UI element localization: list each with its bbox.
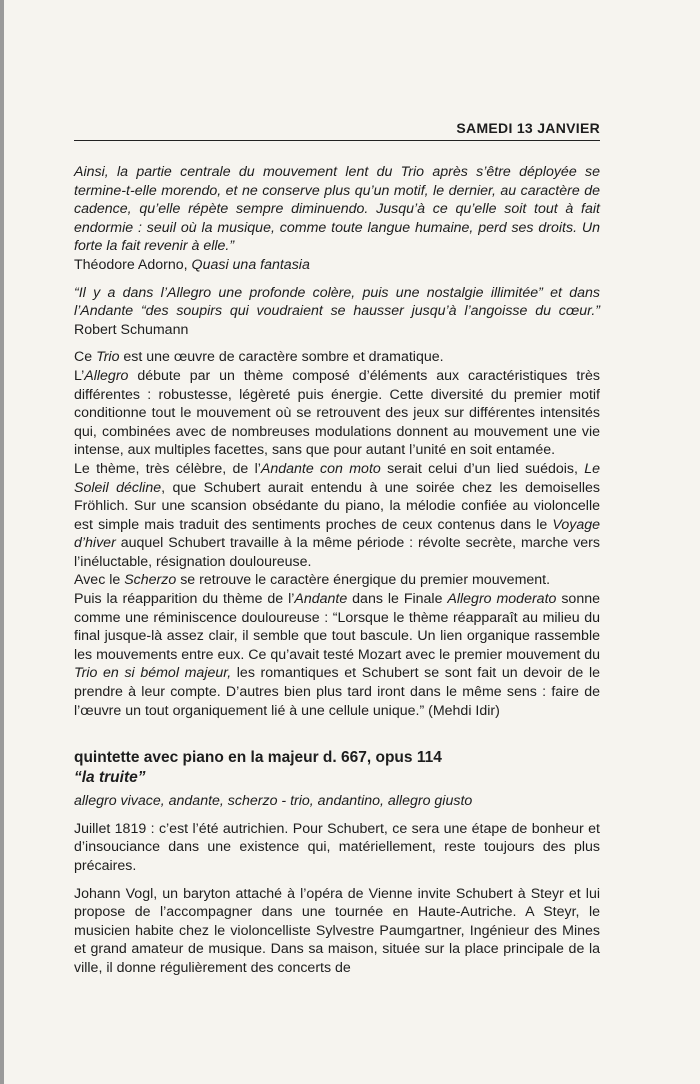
- analysis-paragraph: [74, 367, 600, 460]
- text-run: Puis la réapparition du thème de l’: [74, 591, 295, 608]
- movement-name: Allegro: [84, 367, 129, 384]
- work-title: Le Soleil décline: [74, 460, 601, 496]
- text-run: les romantiques et Schubert se sont fait un devoir de le prendre à leur compte. D’autres bien plus tard iront dans le même sens : faire de l’œuvre un tout organiquement lié à une cellule unique.” (Mehdi Idir): [74, 665, 600, 719]
- text-run: Avec le: [74, 572, 125, 589]
- text-run: Ce: [74, 349, 97, 366]
- text-run: est une œuvre de caractère sombre et dramatique.: [119, 349, 444, 366]
- page-binding-edge: [0, 0, 4, 1084]
- page-content: [74, 163, 600, 978]
- analysis-paragraph: [74, 348, 600, 367]
- text-run: auquel Schubert travaille à la même période : révolte secrète, marche vers l’inéluctable, résignation douloureuse.: [74, 535, 600, 570]
- movement-name: Andante con moto: [260, 460, 381, 477]
- adorno-quote: Ainsi, la partie centrale du mouvement lent du Trio après s’être déployée se termine-t-elle morendo, et ne conserve plus qu’un motif, le dernier, au caractère de cadence, qu’elle répète sempre diminuendo. Jusqu’à ce qu’elle soit tout à fait endormie : seuil où la musique, comme toute langue humaine, perd ses droits. Un forte la fait revenir à elle.”: [74, 164, 600, 255]
- schumann-quote-block: [74, 284, 600, 340]
- section-paragraph: Johann Vogl, un baryton attaché à l’opéra de Vienne invite Schubert à Steyr et lui propose de l’accompagner dans une tournée en Haute-Autriche. A Steyr, le musicien habite chez le violoncelliste Sylvestre Paumgartner, Ingénieur des Mines et grand amateur de musique. Dans sa maison, située sur la place principale de la ville, il donne régulièrement des concerts de: [74, 885, 600, 976]
- text-run: débute par un thème composé d’éléments aux caractéristiques très différentes : robustesse, légèreté puis énergie. Cette diversité du premier motif conditionne tout le mouvement où se retrouvent des jeux sur différentes intensités qui, combinées avec de nombreuses modulations donnent au mouvement une vie intense, aux multiples facettes, sans que pour autant l’unité en soit entamée.: [74, 367, 600, 459]
- text-run: dans le Finale: [347, 591, 448, 608]
- movement-name: Andante: [294, 591, 348, 608]
- text-run: sonne comme une réminiscence douloureuse : “Lorsque le thème réapparaît au milieu du final jusque-là assez clair, il semble que tout bascule. Un lien organique rassemble les mouvements entre eux. Ce qu’avait testé Mozart avec le premier mouvement du: [74, 591, 600, 663]
- work-title: Voyage d’hiver: [74, 516, 600, 552]
- text-run: se retrouve le caractère énergique du premier mouvement.: [176, 572, 551, 589]
- section-paragraph: Juillet 1819 : c’est l’été autrichien. Pour Schubert, ce sera une étape de bonheur et d’insouciance dans une existence qui, matériellement, reste toujours des plus précaires.: [74, 820, 600, 874]
- schumann-quote: “Il y a dans l’Allegro une profonde colère, puis une nostalgie illimitée” et dans l’Andante “des soupirs qui voudraient se hausser jusqu’à l’angoisse du cœur.”: [74, 284, 600, 320]
- text-run: serait celui d’un lied suédois,: [380, 460, 585, 477]
- attribution-work: Quasi una fantasia: [191, 256, 310, 273]
- page-header: SAMEDI 13 JANVIER: [74, 120, 600, 141]
- analysis-paragraph: [74, 460, 600, 572]
- text-run: , que Schubert aurait entendu à une soirée chez les demoiselles Fröhlich. Sur une scansion obsédante du piano, la mélodie confiée au violoncelle est simple mais traduit des sentiments proches de ceux contenus dans le: [74, 479, 600, 533]
- work-title: Trio en si bémol majeur,: [74, 665, 232, 682]
- schumann-attribution: Robert Schumann: [74, 321, 189, 338]
- movement-name: Scherzo: [124, 572, 177, 589]
- movement-list: allegro vivace, andante, scherzo - trio, andantino, allegro giusto: [74, 793, 473, 810]
- movement-name: Allegro moderato: [447, 591, 557, 608]
- analysis-paragraph: [74, 571, 600, 590]
- section-title: quintette avec piano en la majeur d. 667, opus 114: [74, 749, 442, 767]
- section-subtitle: “la truite”: [74, 769, 146, 787]
- attribution-author: Théodore Adorno,: [74, 256, 192, 273]
- adorno-attribution: [74, 256, 600, 275]
- text-run: L’: [74, 367, 85, 384]
- work-title: Trio: [96, 349, 120, 366]
- text-run: Le thème, très célèbre, de l’: [74, 460, 261, 477]
- analysis-paragraph: [74, 590, 600, 720]
